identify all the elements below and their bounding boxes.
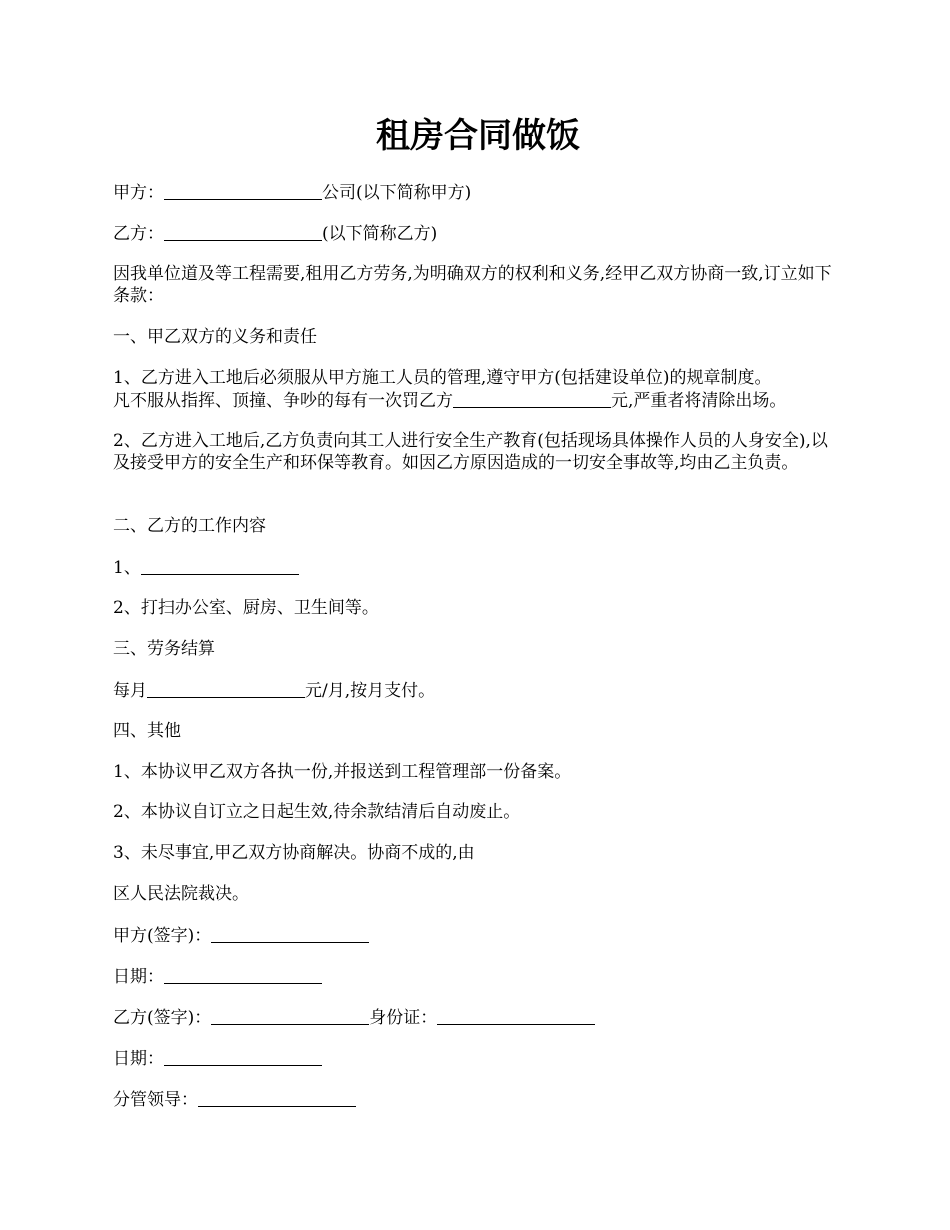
section-4-item-2: 2、本协议自订立之日起生效,待余款结清后自动废止。 [113,802,521,822]
section-2-item-1 [113,556,843,579]
party-b-blank[interactable] [164,222,322,241]
party-b-signature-blank[interactable] [211,1006,369,1025]
party-b-date-blank[interactable] [164,1047,322,1066]
document-title: 租房合同做饭 [376,116,580,156]
work-content-blank[interactable] [141,556,299,575]
party-a-date-line [113,965,843,988]
section-1-item-1-line-2 [113,389,843,412]
section-4-item-3: 3、未尽事宜,甲乙双方协商解决。协商不成的,由 [113,843,475,863]
monthly-payment-line [113,679,843,702]
monthly-prefix: 每月 [113,681,147,701]
section-1-item-1-line-1: 1、乙方进入工地后必须服从甲方施工人员的管理,遵守甲方(包括建设单位)的规章制度。 [113,368,772,388]
party-b-suffix: (以下简称乙方) [322,224,438,244]
monthly-amount-blank[interactable] [147,679,305,698]
party-a-line [113,181,843,204]
monthly-suffix: 元/月,按月支付。 [305,681,436,701]
party-a-date-blank[interactable] [164,965,322,984]
penalty-prefix: 凡不服从指挥、顶撞、争吵的每有一次罚乙方 [113,391,453,411]
party-a-signature-blank[interactable] [211,924,369,943]
party-b-sign-label: 乙方(签字)： [113,1008,212,1028]
party-b-label: 乙方： [113,224,164,244]
party-a-sign-label: 甲方(签字)： [113,926,212,946]
leader-line [113,1088,843,1111]
party-b-signature-line [113,1006,843,1029]
section-2-heading: 二、乙方的工作内容 [113,516,266,536]
party-b-line [113,222,843,245]
section-2-item-1-number: 1、 [113,558,141,578]
penalty-amount-blank[interactable] [453,389,611,408]
party-a-blank[interactable] [164,181,322,200]
leader-signature-blank[interactable] [198,1088,356,1107]
party-b-id-label: 身份证： [369,1008,438,1028]
party-b-date-label: 日期： [113,1049,164,1069]
penalty-suffix: 元,严重者将清除出场。 [611,391,787,411]
party-b-date-line [113,1047,843,1070]
section-1-item-2: 2、乙方进入工地后,乙方负责向其工人进行安全生产教育(包括现场具体操作人员的人身安全),以及接受甲方的安全生产和环保等教育。如因乙方原因造成的一切安全事故等,均由乙主负责。 [113,431,828,473]
section-4-item-3-continued: 区人民法院裁决。 [113,884,249,904]
intro-paragraph: 因我单位道及等工程需要,租用乙方劳务,为明确双方的权利和义务,经甲乙双方协商一致,订立如下条款： [113,264,832,306]
leader-label: 分管领导： [113,1090,198,1110]
section-3-heading: 三、劳务结算 [113,639,215,659]
party-b-id-blank[interactable] [437,1006,595,1025]
party-a-date-label: 日期： [113,967,164,987]
party-a-suffix: 公司(以下简称甲方) [322,183,472,203]
section-2-item-2: 2、打扫办公室、厨房、卫生间等。 [113,598,379,618]
section-4-item-1: 1、本协议甲乙双方各执一份,并报送到工程管理部一份备案。 [113,762,572,782]
section-1-heading: 一、甲乙双方的义务和责任 [113,327,317,347]
party-a-label: 甲方： [113,183,164,203]
section-4-heading: 四、其他 [113,721,181,741]
party-a-signature-line [113,924,843,947]
